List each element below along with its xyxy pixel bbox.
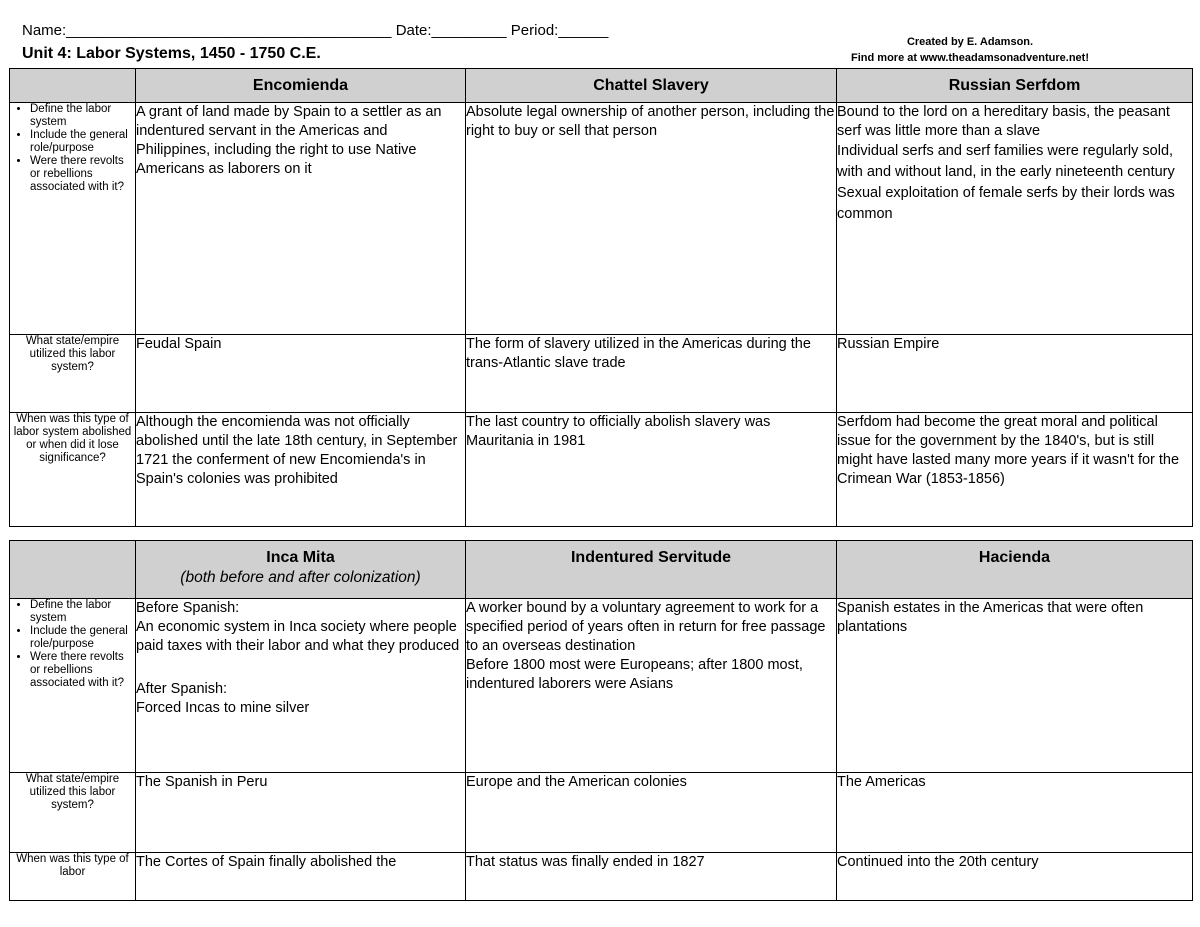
serfdom-define-text-1: Bound to the lord on a hereditary basis, the peasant serf was little more than a slave [837,104,1170,139]
row-label-define [10,599,136,773]
cell-encomienda-define: A grant of land made by Spain to a settler as an indentured servant in the Americas and Philippines, including the right to use Native Americans as laborers on it [136,103,466,335]
table-header-row [10,541,1193,599]
cell-inca-mita-define [136,599,466,773]
cell-encomienda-abolished: Although the encomienda was not officially abolished until the late 18th century, in September 1721 the conferment of new Encomienda's in Spain's colonies was prohibited [136,413,466,527]
cell-chattel-state: The form of slavery utilized in the Americas during the trans-Atlantic slave trade [466,335,837,413]
table-row-state [10,335,1193,413]
table-row-define [10,103,1193,335]
row-label-item: • Were there revolts or rebellions associated with it? [30,651,135,690]
column-header-russian-serfdom: Russian Serfdom [837,69,1193,103]
indentured-define-text-2: Before 1800 most were Europeans; after 1800 most, indentured laborers were Asians [466,657,803,692]
column-header-encomienda: Encomienda [136,69,466,103]
row-label-define [10,103,136,335]
unit-title: Unit 4: Labor Systems, 1450 - 1750 C.E. [22,45,321,62]
cell-hacienda-abolished: Continued into the 20th century [837,853,1193,901]
row-label-item: • Include the general role/purpose [30,625,135,651]
mita-after-label: After Spanish: [136,681,228,697]
row-label-item: • Include the general role/purpose [30,129,135,155]
table-header-row [10,69,1193,103]
name-date-period-line: Name:_______________________________________ Date:_________ Period:______ [22,22,609,39]
table-row-abolished [10,853,1193,901]
row-label-item: • Were there revolts or rebellions associated with it? [30,155,135,194]
column-header-inca-mita: Inca Mita (both before and after colonization) [136,541,466,599]
cell-inca-mita-abolished: The Cortes of Spain finally abolished the [136,853,466,901]
cell-indentured-abolished: That status was finally ended in 1827 [466,853,837,901]
inca-mita-subheader: (both before and after colonization) [180,569,421,586]
cell-indentured-define [466,599,837,773]
corner-cell [10,541,136,599]
mita-before-label: Before Spanish: [136,600,240,616]
cell-serfdom-abolished: Serfdom had become the great moral and political issue for the government by the 1840's, but is still might have lasted many more years if it wasn't for the Crimean War (1853-1856) [837,413,1193,527]
credit-author: Created by E. Adamson. [906,36,1034,48]
serfdom-define-text-2: Individual serfs and serf families were regularly sold, with and without land, in the early nineteenth century [837,143,1175,180]
cell-chattel-define: Absolute legal ownership of another person, including the right to buy or sell that person [466,103,837,335]
labor-systems-table-1 [9,68,1193,527]
cell-encomienda-state: Feudal Spain [136,335,466,413]
cell-serfdom-define [837,103,1193,335]
row-label-state: What state/empire utilized this labor system? [10,335,136,413]
credit-box [832,34,1108,66]
cell-chattel-abolished: The last country to officially abolish slavery was Mauritania in 1981 [466,413,837,527]
serfdom-define-text-3: Sexual exploitation of female serfs by their lords was common [837,185,1175,222]
cell-serfdom-state: Russian Empire [837,335,1193,413]
row-label-abolished: When was this type of labor system abolished or when did it lose significance? [10,413,136,527]
cell-inca-mita-state: The Spanish in Peru [136,773,466,853]
table-row-state [10,773,1193,853]
row-label-state: What state/empire utilized this labor system? [10,773,136,853]
labor-systems-table-2 [9,540,1193,901]
cell-hacienda-state: The Americas [837,773,1193,853]
mita-after-text: Forced Incas to mine silver [136,700,310,716]
table-row-define [10,599,1193,773]
corner-cell [10,69,136,103]
column-header-indentured-servitude: Indentured Servitude [466,541,837,599]
mita-before-text: An economic system in Inca society where people paid taxes with their labor and what they produced [136,619,460,654]
cell-indentured-state: Europe and the American colonies [466,773,837,853]
indentured-define-text-1: A worker bound by a voluntary agreement to work for a specified period of years often in return for free passage to an overseas destination [466,600,826,654]
column-header-hacienda: Hacienda [837,541,1193,599]
credit-website: Find more at www.theadamsonadventure.net! [851,52,1089,64]
row-label-item: • Define the labor system [30,599,135,625]
row-label-item: • Define the labor system [30,103,135,129]
column-header-chattel-slavery: Chattel Slavery [466,69,837,103]
table-row-abolished [10,413,1193,527]
row-label-abolished: When was this type of labor [10,853,136,901]
cell-hacienda-define: Spanish estates in the Americas that were often plantations [837,599,1193,773]
